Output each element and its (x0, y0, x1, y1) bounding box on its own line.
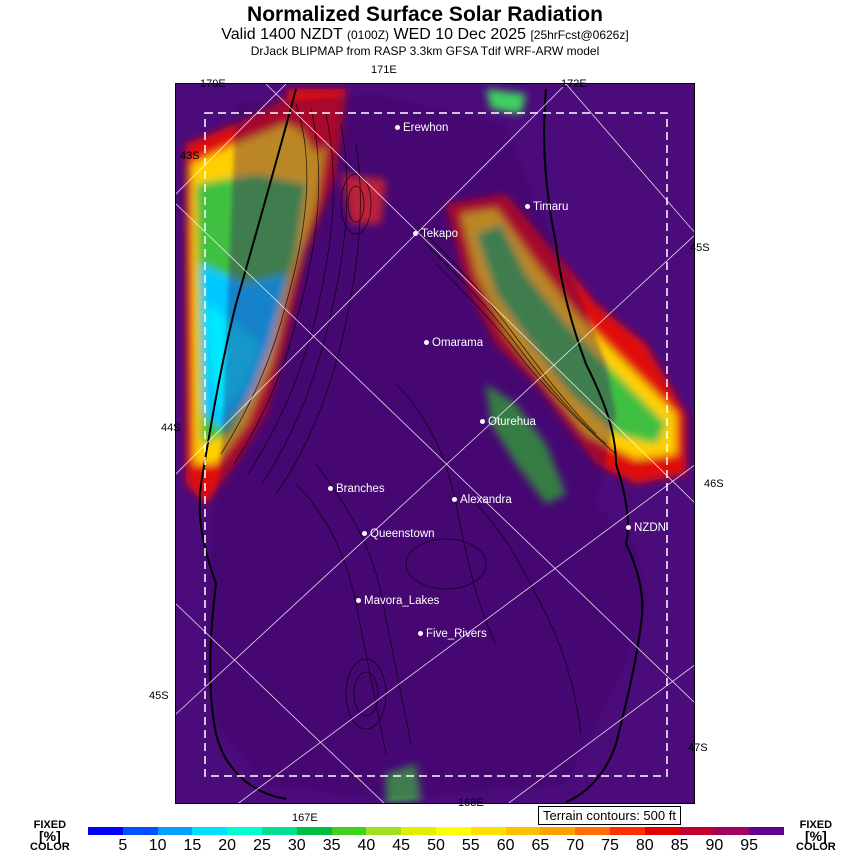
color-swatch (645, 827, 680, 835)
lon-label-170e: 170E (200, 78, 226, 90)
town-five-rivers: Five_Rivers (418, 628, 487, 640)
color-swatch (506, 827, 541, 835)
lat-label-45s: 45S (149, 690, 169, 702)
color-scale-tick-label: 20 (218, 837, 237, 854)
town-dot (356, 598, 361, 603)
color-scale-tick-label: 75 (601, 837, 619, 854)
town-dot (395, 125, 400, 130)
town-dot (525, 204, 530, 209)
color-scale-bar (88, 827, 784, 835)
color-swatch (575, 827, 610, 835)
map-title: Normalized Surface Solar Radiation (247, 3, 603, 26)
color-swatch (714, 827, 749, 835)
color-scale-tick-label: 55 (461, 837, 480, 854)
valid-time (0, 26, 850, 44)
legend-fixed-left: FIXED [%] COLOR (30, 819, 70, 853)
color-scale-tick-label: 65 (531, 837, 550, 854)
town-erewhon: Erewhon (395, 122, 448, 134)
town-dot (418, 631, 423, 636)
town-mavora-lakes: Mavora_Lakes (356, 595, 439, 607)
color-scale-tick-label: 80 (635, 837, 654, 854)
valid-utc: (0100Z) (347, 28, 390, 42)
lat-label-47s: 47S (688, 742, 708, 754)
town-oturehua: Oturehua (480, 416, 536, 428)
color-swatch (158, 827, 193, 835)
color-scale-tick-label: 35 (322, 837, 341, 854)
color-swatch (192, 827, 227, 835)
town-timaru: Timaru (525, 201, 568, 213)
color-swatch (680, 827, 715, 835)
color-scale-tick-label: 50 (427, 837, 445, 854)
town-dot (424, 340, 429, 345)
legend-fixed-right: FIXED [%] COLOR (796, 819, 836, 853)
town-queenstown: Queenstown (362, 528, 435, 540)
color-scale-tick-label: 95 (740, 837, 759, 854)
town-nzdn: NZDN (626, 522, 666, 534)
color-swatch (88, 827, 123, 835)
color-swatch (610, 827, 645, 835)
color-swatch (297, 827, 332, 835)
color-swatch (471, 827, 506, 835)
lat-label-45s-right: 45S (690, 242, 710, 254)
color-swatch (332, 827, 367, 835)
town-branches: Branches (328, 483, 385, 495)
color-scale-tick-label: 40 (357, 837, 376, 854)
color-scale-tick-label: 15 (183, 837, 202, 854)
color-scale-tick-label: 70 (566, 837, 585, 854)
town-dot (413, 231, 418, 236)
color-swatch (123, 827, 158, 835)
color-swatch (749, 827, 784, 835)
model-subtitle: DrJack BLIPMAP from RASP 3.3km GFSA Tdif WRF-ARW model (250, 44, 600, 58)
lon-label-168e: 168E (458, 797, 484, 809)
town-dot (452, 497, 457, 502)
color-scale-tick-label: 30 (287, 837, 306, 854)
color-scale-tick-label: 5 (118, 837, 128, 854)
color-scale-tick-label: 90 (705, 837, 724, 854)
town-dot (626, 525, 631, 530)
lat-label-46s: 46S (704, 478, 724, 490)
town-tekapo: Tekapo (413, 228, 458, 240)
terrain-contour-note: Terrain contours: 500 ft (538, 806, 681, 825)
lon-label-167e: 167E (292, 812, 318, 824)
town-omarama: Omarama (424, 337, 483, 349)
town-alexandra: Alexandra (452, 494, 512, 506)
valid-main: Valid 1400 NZDT (221, 26, 343, 43)
lon-label-171e: 171E (371, 64, 397, 76)
color-scale-tick-label: 45 (392, 837, 411, 854)
color-swatch (262, 827, 297, 835)
color-scale-tick-label: 85 (670, 837, 689, 854)
color-scale-tick-label: 60 (496, 837, 515, 854)
valid-date: WED 10 Dec 2025 (393, 26, 526, 43)
lat-label-43s: 43S (180, 150, 200, 162)
lat-label-44s: 44S (161, 422, 181, 434)
color-swatch (540, 827, 575, 835)
color-swatch (227, 827, 262, 835)
color-swatch (366, 827, 401, 835)
forecast-info: [25hrFcst@0626z] (530, 28, 629, 42)
town-dot (362, 531, 367, 536)
color-swatch (436, 827, 471, 835)
town-dot (328, 486, 333, 491)
color-scale-tick-label: 10 (148, 837, 167, 854)
town-dot (480, 419, 485, 424)
map-canvas (176, 84, 695, 804)
lon-label-172e: 172E (561, 78, 587, 90)
color-swatch (401, 827, 436, 835)
solar-radiation-map (175, 83, 695, 804)
color-scale-tick-label: 25 (253, 837, 271, 854)
